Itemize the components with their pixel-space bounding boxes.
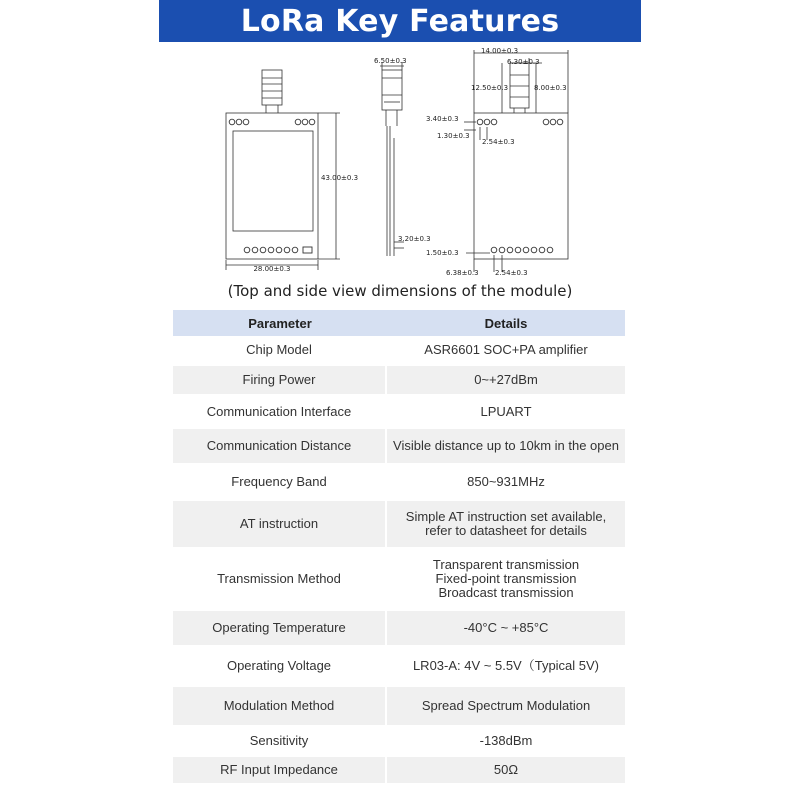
details-line: -138dBm [479,733,533,748]
details-cell [387,687,625,727]
details-cell [387,727,625,757]
dim-back-bottom-left: 6.38±0.3 [446,269,479,277]
details-cell [387,549,625,611]
parameter-cell: Frequency Band [173,465,387,501]
details-line: Visible distance up to 10km in the open [393,438,619,453]
details-cell [387,336,625,366]
table-row [173,727,625,757]
table-row [173,336,625,366]
dim-side-bottom: 3.20±0.3 [398,235,431,243]
dim-front-height: 43.00±0.3 [321,174,359,182]
table-row [173,647,625,687]
details-line: ASR6601 SOC+PA amplifier [424,342,588,357]
details-cell [387,647,625,687]
table-row [173,757,625,785]
details-line: Fixed-point transmission [435,571,577,586]
table-row [173,549,625,611]
dim-side-top-width: 6.50±0.3 [374,57,407,65]
spec-table [173,310,625,785]
table-row [173,429,625,465]
details-cell [387,366,625,396]
column-header-parameter: Parameter [173,310,387,336]
dim-back-pin-small: 1.30±0.3 [437,132,470,140]
parameter-cell: Modulation Method [173,687,387,727]
dim-back-pin-pitch-top: 2.54±0.3 [482,138,515,146]
front-view [226,70,340,270]
details-cell [387,465,625,501]
details-line: Simple AT instruction set available, [405,509,607,524]
parameter-cell: Transmission Method [173,549,387,611]
details-line: 850~931MHz [467,474,545,489]
details-line: Broadcast transmission [438,585,574,600]
dim-front-width: 28.00±0.3 [253,265,291,273]
details-line: 50Ω [493,762,519,777]
table-row [173,611,625,647]
table-row [173,396,625,429]
dim-back-connector-width: 6.30±0.3 [507,58,540,66]
parameter-cell: Operating Temperature [173,611,387,647]
parameter-cell: Sensitivity [173,727,387,757]
details-line: -40°C ~ +85°C [463,620,549,635]
details-line: Spread Spectrum Modulation [421,698,591,713]
parameter-cell: Operating Voltage [173,647,387,687]
page-title: LoRa Key Features [240,3,560,39]
table-row [173,687,625,727]
details-line: LR03-A: 4V ~ 5.5V（Typical 5V) [412,658,600,673]
parameter-cell: Chip Model [173,336,387,366]
details-line: LPUART [480,403,532,419]
module-dimension-drawing [0,42,800,288]
table-header-row [173,310,625,336]
details-line: 0~+27dBm [474,372,538,387]
table-row [173,501,625,549]
details-cell [387,757,625,785]
details-cell [387,396,625,429]
dim-back-connector-height: 12.50±0.3 [471,84,509,92]
column-header-details: Details [387,310,625,336]
dim-back-bottom-row: 1.50±0.3 [426,249,459,257]
details-line: Transparent transmission [432,557,580,572]
dim-back-connector-body: 8.00±0.3 [534,84,567,92]
dim-back-pin-row-offset: 3.40±0.3 [426,115,459,123]
parameter-cell: Communication Interface [173,396,387,429]
dim-back-bottom-pitch: 2.54±0.3 [495,269,528,277]
dim-back-total-width: 14.00±0.3 [481,47,519,55]
details-cell [387,429,625,465]
details-cell [387,501,625,549]
details-line: refer to datasheet for details [425,523,587,538]
table-row [173,465,625,501]
title-banner [159,0,641,42]
parameter-cell: AT instruction [173,501,387,549]
parameter-cell: RF Input Impedance [173,757,387,785]
table-row [173,366,625,396]
parameter-cell: Firing Power [173,366,387,396]
details-cell [387,611,625,647]
parameter-cell: Communication Distance [173,429,387,465]
side-view [380,62,404,256]
figure-caption: (Top and side view dimensions of the module) [227,282,573,300]
